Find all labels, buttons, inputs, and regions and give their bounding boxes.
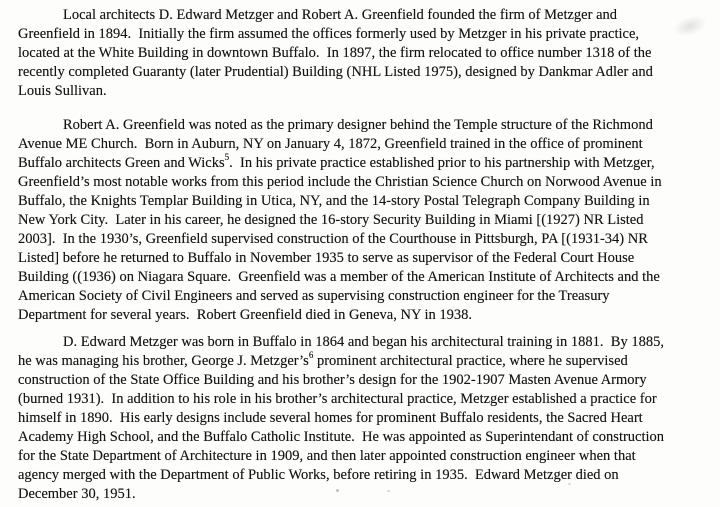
text-line: Local architects D. Edward Metzger and Robert A. Greenfield founded the firm of Metzger and (63, 7, 618, 23)
text-line: 2003]. In the 1930’s, Greenfield supervised construction of the Courthouse in Pittsburgh, PA [(1931-34) NR (18, 231, 648, 247)
footnote-marker: 6 (308, 350, 314, 361)
text-line: Buffalo architects Green and Wicks$^5$. In his private practice established prior to his partnership with Metzger, (18, 152, 655, 171)
text-line: located at the White Building in downtown Buffalo. In 1897, the firm relocated to office number 1318 of the (18, 45, 652, 61)
paragraph (18, 116, 718, 325)
text-line: Robert A. Greenfield was noted as the primary designer behind the Temple structure of the Richmond (63, 117, 653, 133)
text-line: New York City. Later in his career, he designed the 16-story Security Building in Miami [(1927) NR Listed (18, 212, 644, 228)
text-line: construction of the State Office Building and his brother’s design for the 1902-1907 Masten Avenue Armory (18, 372, 647, 388)
text-line: Academy High School, and the Buffalo Catholic Institute. He was appointed as Superintendant of construction (18, 429, 665, 445)
text-line: D. Edward Metzger was born in Buffalo in 1864 and began his architectural training in 1881. By 1885, (63, 334, 664, 350)
text-line: for the State Department of Architecture in 1909, and then later appointed construction engineer when that (18, 448, 636, 464)
text-line: Louis Sullivan. (18, 83, 107, 99)
text-line: he was managing his brother, George J. $Metzger’s^6$ prominent architectural practice, where he supervised (18, 350, 628, 369)
text-line: Building ((1936) on Niagara Square. Greenfield was a member of the American Institute of Architects and the (18, 269, 660, 285)
text-line: Buffalo, the Knights Templar Building in Utica, NY, and the 14-story Postal Telegraph Company Building in (18, 193, 650, 209)
text-line: himself in 1890. His early designs include several homes for prominent Buffalo residents, the Sacred Heart (18, 410, 643, 426)
text-line: Greenfield in 1894. Initially the firm assumed the offices formerly used by Metzger in his private practice, (18, 26, 640, 42)
text-line: (burned 1931). In addition to his role in his brother’s architectural practice, Metzger established a practice for (18, 391, 657, 407)
text-line: Greenfield’s most notable works from this period include the Christian Science Church on Norwood Avenue in (18, 174, 662, 190)
text-line: Department for several years. Robert Greenfield died in Geneva, NY in 1938. (18, 307, 473, 323)
text-line: December 30, 1951. (18, 486, 136, 502)
text-line: agency merged with the Department of Public Works, before retiring in 1935. Edward Metzger died on (18, 467, 619, 483)
text-line: American Society of Civil Engineers and served as supervising construction engineer for the Treasury (18, 288, 610, 304)
text-line: Listed] before he returned to Buffalo in November 1935 to serve as supervisor of the Federal Court House (18, 250, 635, 266)
paragraph (18, 6, 718, 101)
text-line: Avenue ME Church. Born in Auburn, NY on January 4, 1872, Greenfield trained in the office of prominent (18, 136, 643, 152)
text-line: recently completed Guaranty (later Prudential) Building (NHL Listed 1975), designed by Dankmar Adler and (18, 64, 653, 80)
paragraph (18, 333, 718, 504)
document-body (18, 6, 718, 504)
footnote-marker: 5 (224, 152, 230, 163)
